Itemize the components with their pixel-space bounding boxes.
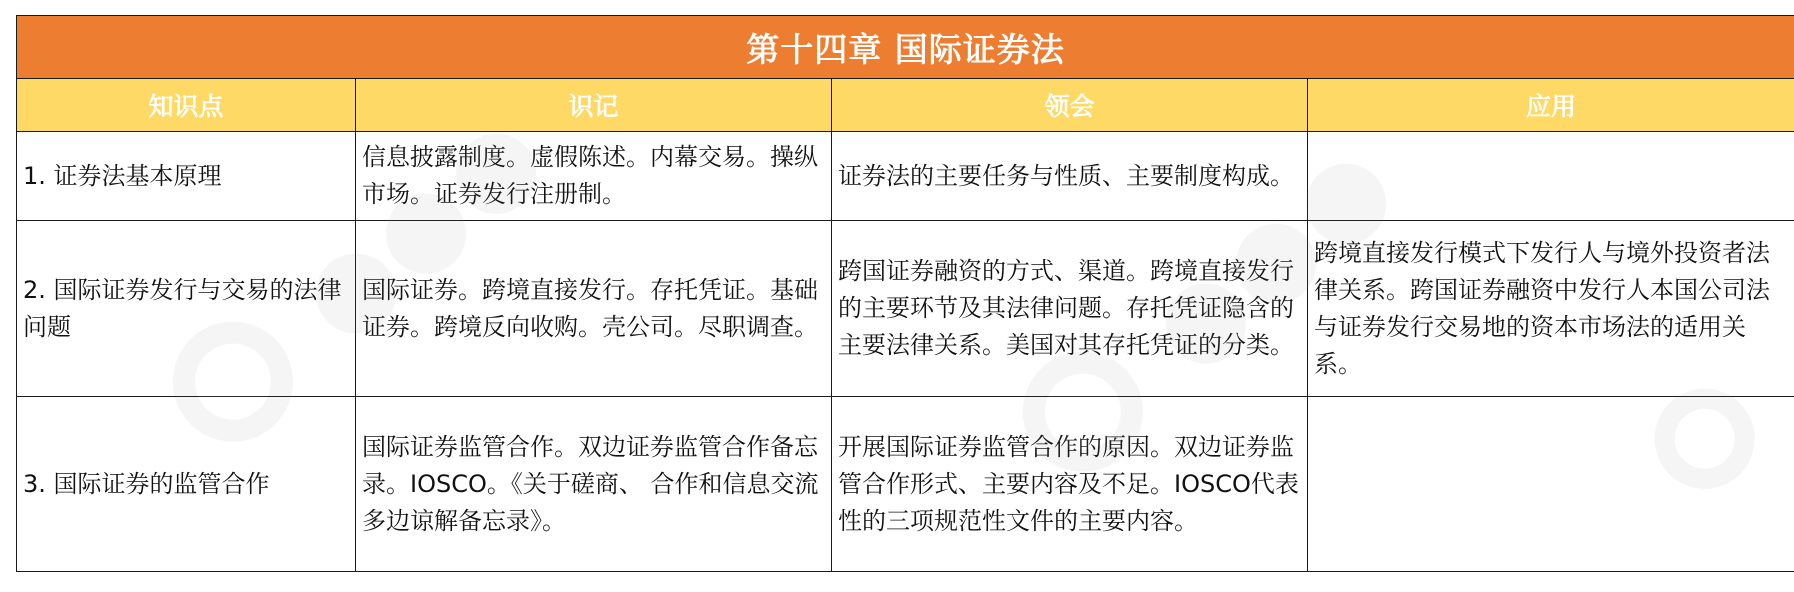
column-header-apply: 应用: [1308, 79, 1794, 132]
understand-cell: 证券法的主要任务与性质、主要制度构成。: [832, 132, 1308, 221]
column-header-topic: 知识点: [17, 79, 356, 132]
apply-cell: [1308, 397, 1794, 572]
memorize-cell: 国际证券监管合作。双边证券监管合作备忘录。IOSCO。《关于磋商、 合作和信息交流多边谅解备忘录》。: [356, 397, 832, 572]
header-row: [17, 79, 1794, 132]
understand-cell: 跨国证券融资的方式、渠道。跨境直接发行的主要环节及其法律问题。存托凭证隐含的主要法律关系。美国对其存托凭证的分类。: [832, 221, 1308, 397]
table-row: [17, 132, 1794, 221]
table-row: [17, 397, 1794, 572]
memorize-cell: 国际证券。跨境直接发行。存托凭证。基础证券。跨境反向收购。壳公司。尽职调查。: [356, 221, 832, 397]
column-header-understand: 领会: [832, 79, 1308, 132]
apply-cell: 跨境直接发行模式下发行人与境外投资者法律关系。跨国证券融资中发行人本国公司法与证券发行交易地的资本市场法的适用关系。: [1308, 221, 1794, 397]
chapter-title: 第十四章 国际证券法: [746, 29, 1065, 69]
memorize-cell: 信息披露制度。虚假陈述。内幕交易。操纵市场。证券发行注册制。: [356, 132, 832, 221]
apply-cell: [1308, 132, 1794, 221]
table-row: [17, 221, 1794, 397]
column-header-memorize: 识记: [356, 79, 832, 132]
understand-cell: 开展国际证券监管合作的原因。双边证券监管合作形式、主要内容及不足。IOSCO代表性的三项规范性文件的主要内容。: [832, 397, 1308, 572]
chapter-table: [16, 15, 1794, 572]
chapter-title-cell: [17, 16, 1794, 79]
topic-cell: 2. 国际证券发行与交易的法律问题: [17, 221, 356, 397]
topic-cell: 1. 证券法基本原理: [17, 132, 356, 221]
topic-cell: 3. 国际证券的监管合作: [17, 397, 356, 572]
